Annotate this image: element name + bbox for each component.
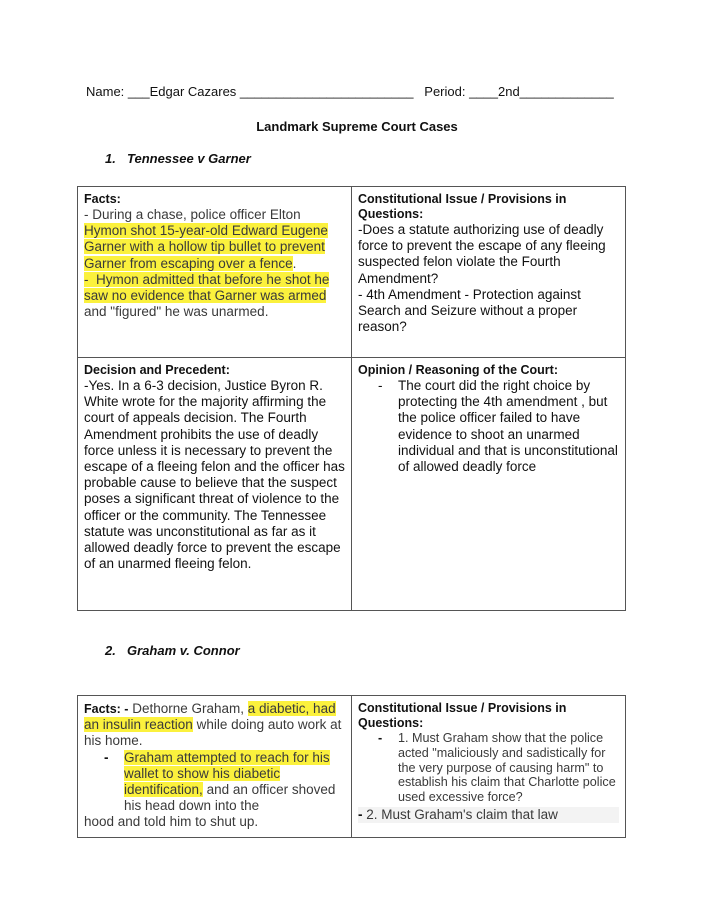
facts-text [84,701,345,750]
name-period-line: Name: ___Edgar Cazares ________________________ Period: ____2nd_____________ [86,84,614,99]
case-2-number: 2. [105,643,116,658]
case-1-heading [105,151,251,166]
facts-highlight-1: a diabetic, had an insulin reaction [84,701,336,733]
facts-highlight-2: Graham attempted to reach for his wallet to show his diabetic identification, [124,749,330,798]
facts-highlight-2: Hymon admitted that before he shot he saw no evidence that Garner was armed [84,271,330,304]
issue-2-dash: - [358,806,363,822]
issue-text-2-line [358,807,619,823]
case-1-facts-cell [78,187,352,358]
facts-highlight-1: Hymon shot 15-year-old Edward Eugene Garner with a hollow tip bullet to prevent Garner from escaping over a fence [84,223,328,271]
decision-text: -Yes. In a 6-3 decision, Justice Byron R. White wrote for the majority affirming the court of appeals decision. The Fourth Amendment prohibits the use of deadly force unless it is necessary to prevent the escape of a fleeing felon and the officer has probable cause to believe that the suspect poses a significant threat of violence to the officer or the community. The Tennessee statute was unconstitutional as far as it allowed deadly force to prevent the escape of an unarmed fleeing felon. [84,378,345,572]
issue-list [358,731,619,805]
case-2-facts-cell [78,696,352,838]
facts-intro: Dethorne Graham, [128,701,248,716]
facts-period: . [292,255,297,271]
case-1-decision-cell [78,358,352,611]
list-item: - Graham attempted to reach for his wallet to show his diabetic identification, and an officer shoved his head down into the [104,749,336,814]
case-1-issue-cell [352,187,626,358]
facts-label: Facts: - [84,702,129,716]
facts-list [84,750,345,815]
case-1-table [77,186,626,611]
list-item: - The court did the right choice by protecting the 4th amendment , but the police officer failed to have evidence to shoot an unarmed individual and that is unconstitutional of allowed deadly force [378,378,618,475]
case-1-opinion-cell [352,358,626,611]
case-2-title: Graham v. Connor [127,643,240,658]
issue-text-1: -Does a statute authorizing use of deadly force to prevent the escape of any fleeing suspected felon violate the Fourth Amendment? [358,222,606,286]
facts-line-2-end: and an officer shoved his head down into the [124,782,336,814]
issue-label: Constitutional Issue / Provisions in Questions: [358,192,567,221]
issue-label: Constitutional Issue / Provisions in Questions: [358,701,567,730]
case-1-title: Tennessee v Garner [127,151,251,166]
issue-text-2: - 4th Amendment - Protection against Search and Seizure without a proper reason? [358,286,581,335]
list-item: - 1. Must Graham show that the police acted "maliciously and sadistically for the very purpose of causing harm" to establish his claim that Charlotte police used excessive force? [378,731,616,805]
page-title: Landmark Supreme Court Cases [256,119,458,134]
facts-dash: - [84,272,96,287]
case-2-table [77,695,626,838]
opinion-text: The court did the right choice by protecting the 4th amendment , but the police officer failed to have evidence to shoot an unarmed individual and that is unconstitutional of allowed deadly force [398,378,618,475]
issue-text-1: 1. Must Graham show that the police acted "maliciously and sadistically for the very purpose of causing harm" to establish his claim that Charlotte police used excessive force? [398,731,616,805]
facts-text [84,207,345,320]
facts-label: Facts: [84,192,121,206]
issue-text-2: 2. Must Graham's claim that law [362,806,558,822]
facts-line-1: - During a chase, police officer Elton [84,207,301,222]
facts-line-1-end: while doing auto work at his home. [84,717,342,749]
opinion-list [358,378,619,475]
facts-line-3: hood and told him to shut up. [84,814,259,830]
case-2-issue-cell [352,696,626,838]
decision-label: Decision and Precedent: [84,363,230,377]
facts-line-4: and "figured" he was unarmed. [84,304,269,320]
opinion-label: Opinion / Reasoning of the Court: [358,363,558,377]
case-1-number: 1. [105,151,116,166]
case-2-heading [105,643,240,658]
